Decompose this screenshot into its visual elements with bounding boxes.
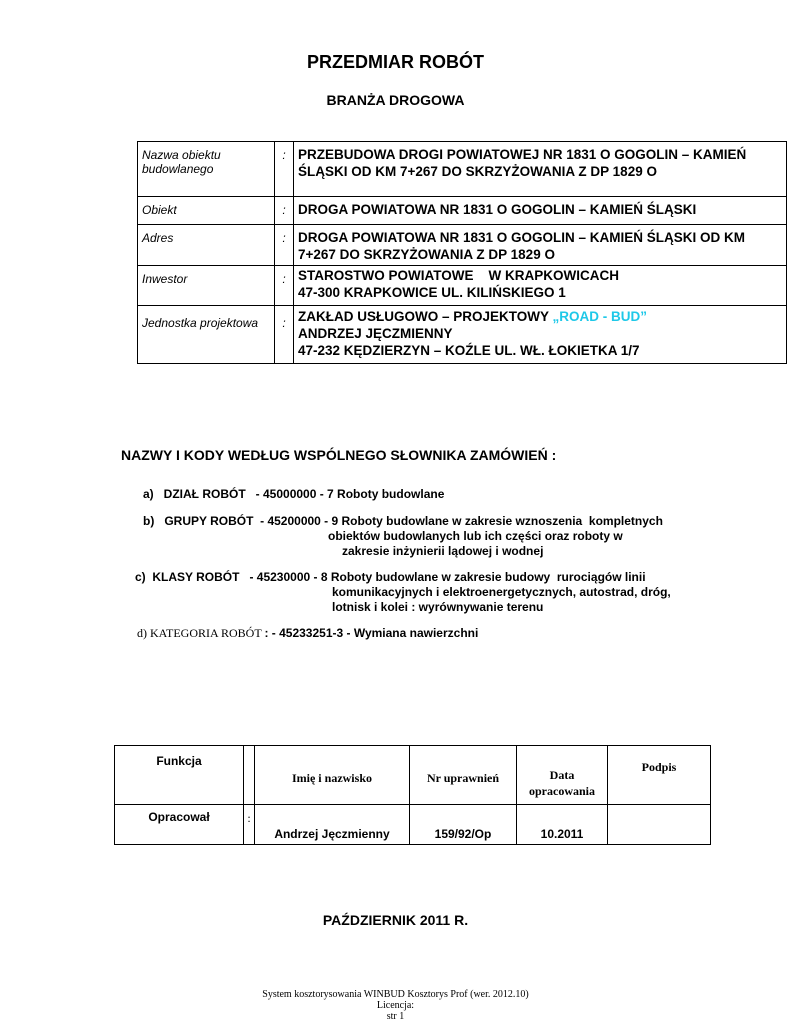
signature-table: [114, 745, 711, 845]
cpv-item-class: c) KLASY ROBÓT - 45230000 - 8 Roboty budowlane w zakresie budowy rurociągów linii: [135, 570, 646, 584]
info-separator: :: [275, 225, 294, 266]
info-separator: :: [275, 197, 294, 225]
footer-software: System kosztorysowania WINBUD Kosztorys Prof (wer. 2012.10): [262, 989, 529, 1000]
cpv-item-class-cont1: komunikacyjnych i elektroenergetycznych, autostrad, dróg,: [332, 585, 671, 599]
info-separator: :: [275, 266, 294, 306]
project-info-table: [137, 141, 787, 364]
cpv-item-category: [137, 626, 478, 641]
cell-function: Opracował: [115, 805, 244, 845]
cpv-item-group: b) GRUPY ROBÓT - 45200000 - 9 Roboty budowlane w zakresie wznoszenia kompletnych: [143, 514, 663, 528]
cpv-item-group-cont2: zakresie inżynierii lądowej i wodnej: [342, 544, 544, 558]
design-unit-line1: [298, 308, 782, 325]
cpv-item-group-cont1: obiektów budowlanych lub ich części oraz roboty w: [328, 529, 623, 543]
cpv-item-class-cont2: lotnisk i kolei : wyrównywanie terenu: [332, 600, 544, 614]
info-value: PRZEBUDOWA DROGI POWIATOWEJ NR 1831 O GOGOLIN – KAMIEŃ ŚLĄSKI OD KM 7+267 DO SKRZYŻOWANIA Z DP 1829 O: [294, 142, 787, 197]
info-row-investor: [138, 266, 787, 306]
signature-header-row: [115, 746, 711, 805]
info-row-object-name: [138, 142, 787, 197]
design-unit-prefix: ZAKŁAD USŁUGOWO – PROJEKTOWY: [298, 309, 553, 324]
info-label: Obiekt: [138, 197, 275, 225]
cell-date: 10.2011: [517, 805, 608, 845]
document-subtitle: BRANŻA DROGOWA: [326, 92, 465, 108]
cell-separator: :: [244, 805, 255, 845]
cell-signature: [608, 805, 711, 845]
info-separator: :: [275, 142, 294, 197]
info-label: Inwestor: [138, 266, 275, 306]
design-unit-line3: 47-232 KĘDZIERZYN – KOŹLE UL. WŁ. ŁOKIETKA 1/7: [298, 343, 640, 358]
info-label: Nazwa obiektu budowlanego: [138, 142, 275, 197]
header-name: Imię i nazwisko: [255, 746, 410, 805]
header-signature: Podpis: [608, 746, 711, 805]
design-unit-company-name: „ROAD - BUD”: [552, 309, 648, 324]
investor-line2: 47-300 KRAPKOWICE UL. KILIŃSKIEGO 1: [298, 285, 566, 300]
cpv-category-value: : - 45233251-3 - Wymiana nawierzchni: [264, 626, 479, 640]
investor-line1: STAROSTWO POWIATOWE W KRAPKOWICACH: [298, 268, 619, 283]
header-separator: [244, 746, 255, 805]
header-date: Data opracowania: [517, 746, 608, 805]
info-value: [294, 266, 787, 306]
info-label: Adres: [138, 225, 275, 266]
info-label: Jednostka projektowa: [138, 306, 275, 364]
info-row-design-unit: [138, 306, 787, 364]
header-license: Nr uprawnień: [410, 746, 517, 805]
info-separator: :: [275, 306, 294, 364]
footer-page-number: str 1: [386, 1011, 405, 1022]
footer-license: Licencja:: [376, 1000, 415, 1011]
info-row-object: [138, 197, 787, 225]
document-title: PRZEDMIAR ROBÓT: [307, 52, 484, 72]
cpv-category-prefix: d) KATEGORIA ROBÓT: [137, 626, 265, 640]
cpv-heading: NAZWY I KODY WEDŁUG WSPÓLNEGO SŁOWNIKA ZAMÓWIEŃ :: [121, 447, 557, 463]
document-date: PAŹDZIERNIK 2011 R.: [322, 912, 469, 928]
info-value: DROGA POWIATOWA NR 1831 O GOGOLIN – KAMIEŃ ŚLĄSKI: [294, 197, 787, 225]
design-unit-line2: ANDRZEJ JĘCZMIENNY: [298, 326, 453, 341]
info-value: DROGA POWIATOWA NR 1831 O GOGOLIN – KAMIEŃ ŚLĄSKI OD KM 7+267 DO SKRZYŻOWANIA Z DP 1829 O: [294, 225, 787, 266]
page-footer: [0, 989, 791, 1022]
info-value: [294, 306, 787, 364]
cell-license: 159/92/Op: [410, 805, 517, 845]
cpv-item-division: a) DZIAŁ ROBÓT - 45000000 - 7 Roboty budowlane: [143, 487, 445, 501]
info-row-address: [138, 225, 787, 266]
signature-row: [115, 805, 711, 845]
header-function: Funkcja: [115, 746, 244, 805]
cell-name: Andrzej Jęczmienny: [255, 805, 410, 845]
